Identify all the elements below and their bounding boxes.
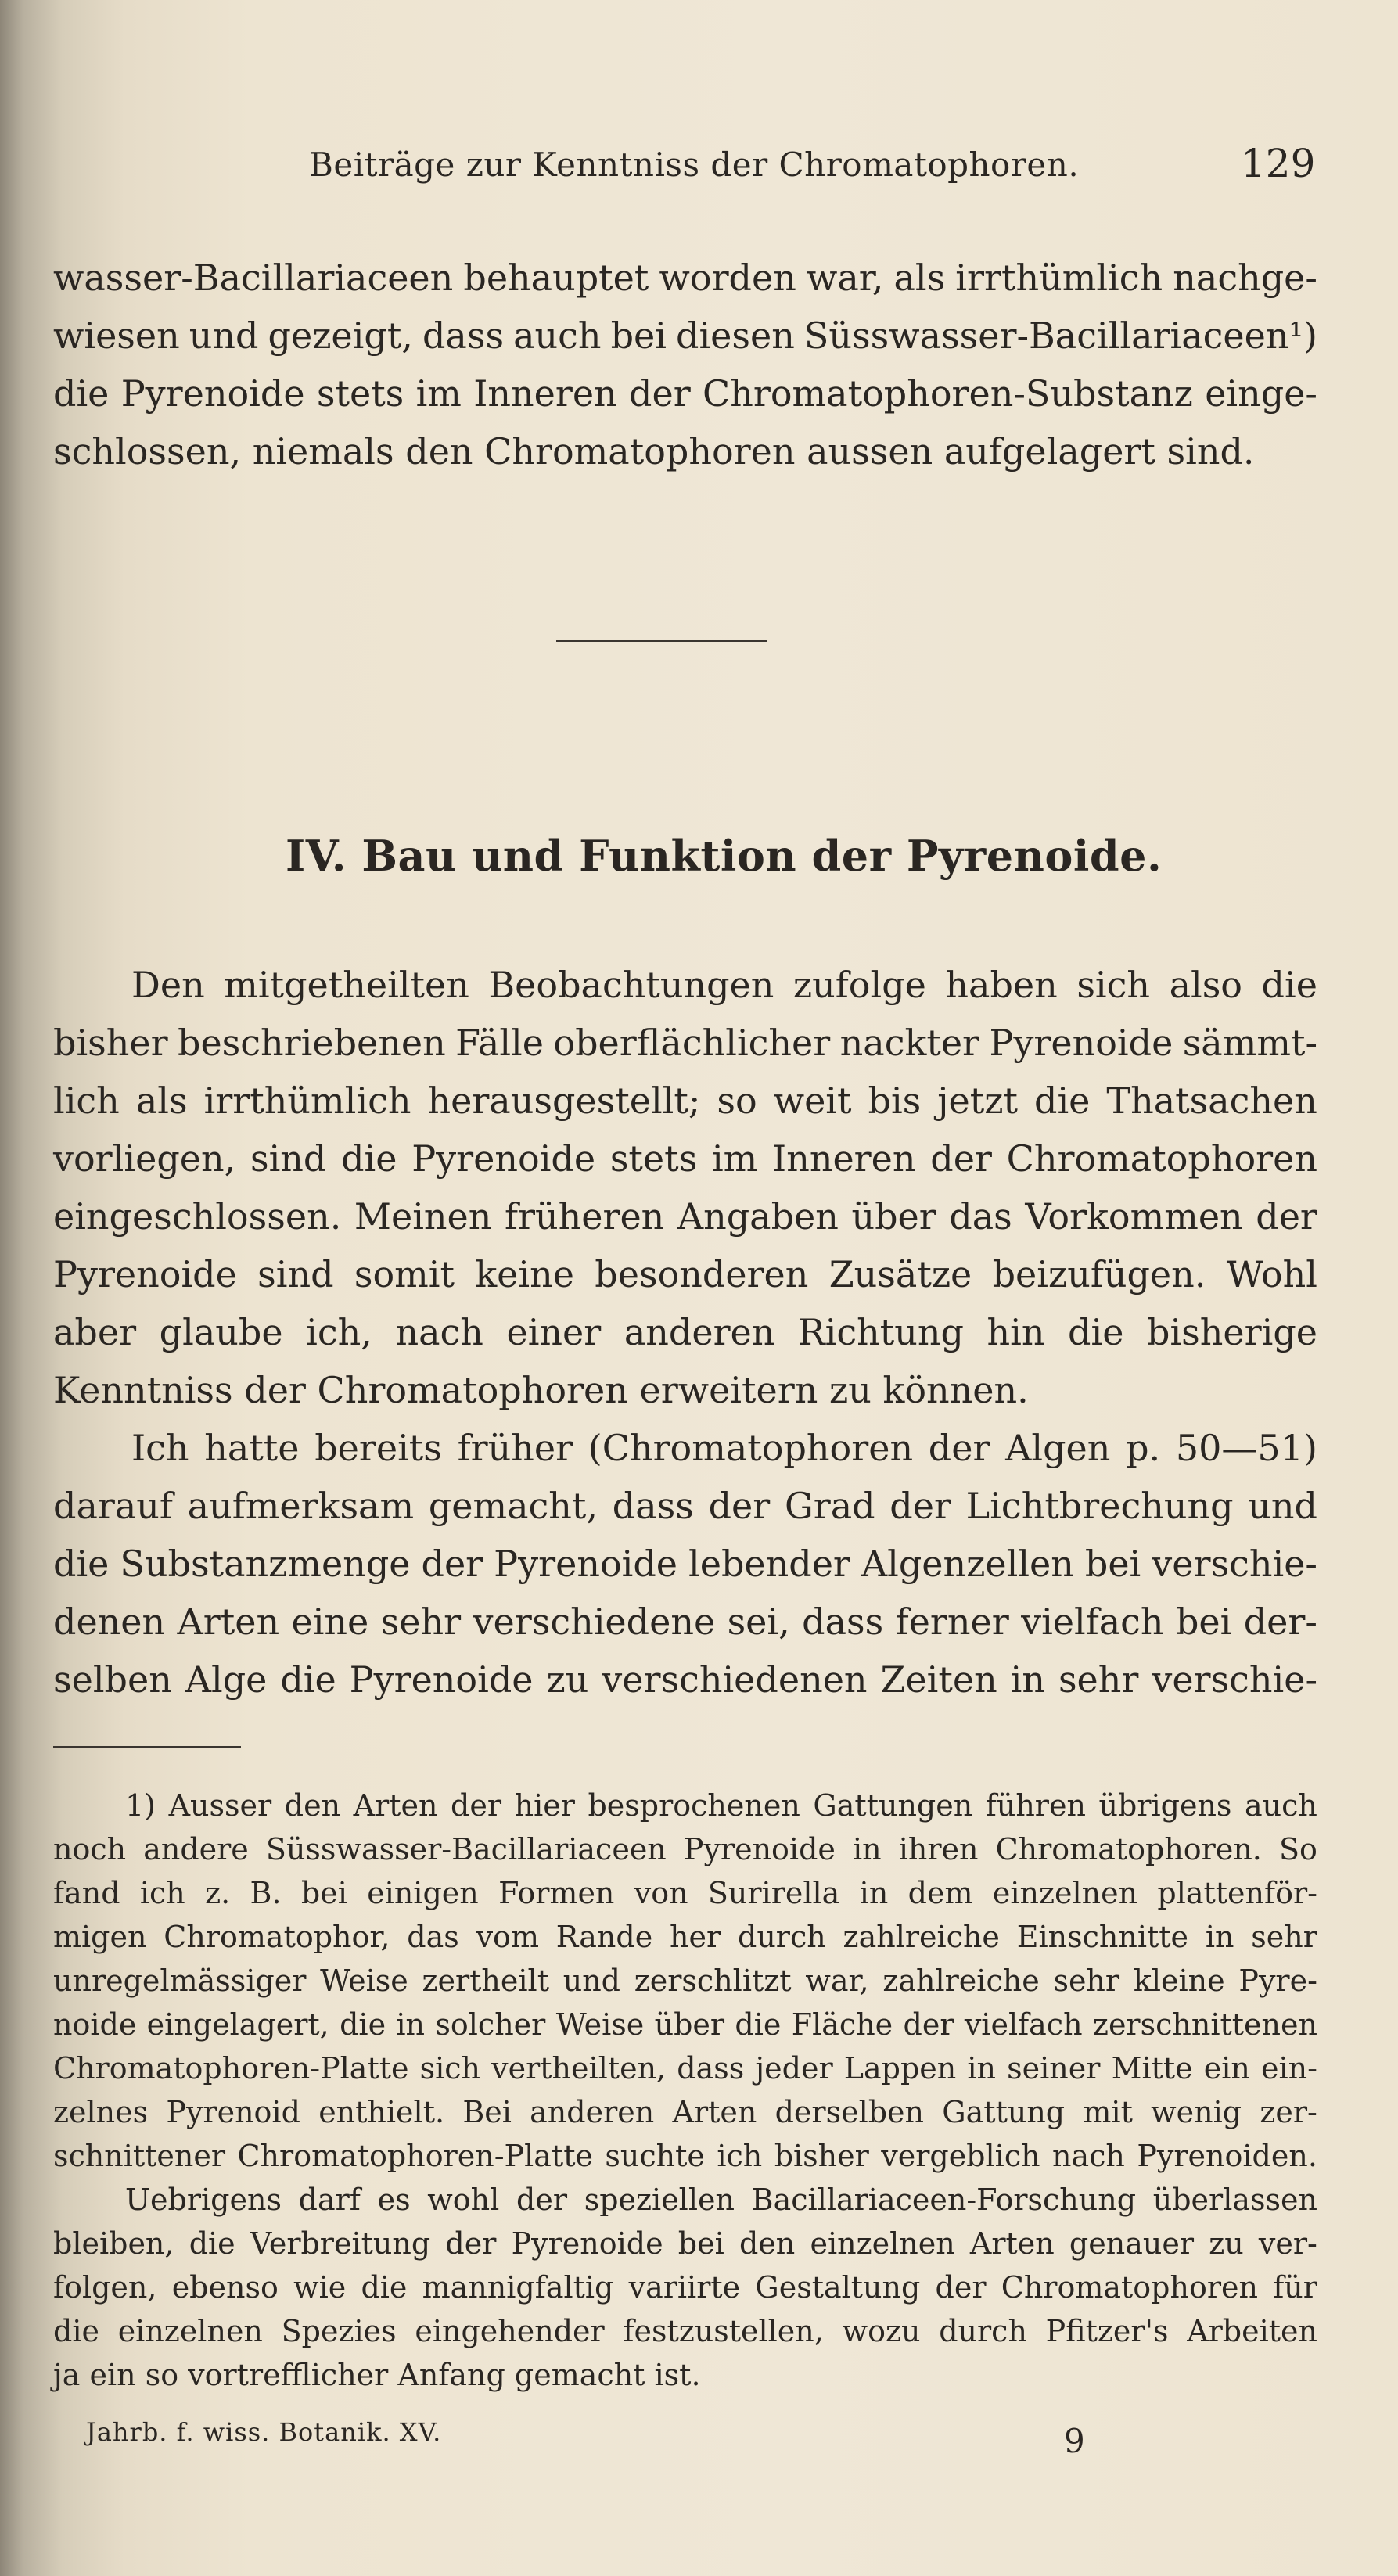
text-line: selben Alge die Pyrenoide zu verschiedenen Zeiten in sehr verschie- <box>53 1658 1317 1701</box>
footnote-line: bleiben, die Verbreitung der Pyrenoide bei den einzelnen Arten genauer zu ver- <box>53 2226 1317 2261</box>
footnote-line: schnittener Chromatophoren-Platte suchte ich bisher vergeblich nach Pyrenoiden. <box>53 2139 1317 2173</box>
text-line: darauf aufmerksam gemacht, dass der Grad der Lichtbrechung und <box>53 1485 1317 1527</box>
text-line: eingeschlossen. Meinen früheren Angaben über das Vorkommen der <box>53 1195 1317 1238</box>
footnote-line: noch andere Süsswasser-Bacillariaceen Pyrenoide in ihren Chromatophoren. So <box>53 1832 1317 1866</box>
text-line: bisher beschriebenen Fälle oberflächlicher nackter Pyrenoide sämmt- <box>53 1022 1317 1064</box>
text-line: schlossen, niemals den Chromatophoren aussen aufgelagert sind. <box>53 430 1255 472</box>
text-line: die Pyrenoide stets im Inneren der Chromatophoren-Substanz einge- <box>53 372 1317 415</box>
footnote-line: ja ein so vortrefflicher Anfang gemacht ist. <box>53 2358 701 2392</box>
text-line: die Substanzmenge der Pyrenoide lebender Algenzellen bei verschie- <box>53 1543 1317 1585</box>
footnote-divider <box>53 1746 241 1748</box>
footnote-line: die einzelnen Spezies eingehender festzustellen, wozu durch Pfitzer's Arbeiten <box>53 2314 1317 2348</box>
text-line: Kenntniss der Chromatophoren erweitern zu können. <box>53 1369 1029 1411</box>
page-number: 129 <box>1241 141 1316 186</box>
text-line: denen Arten eine sehr verschiedene sei, dass ferner vielfach bei der- <box>53 1601 1317 1643</box>
footnote-line: folgen, ebenso wie die mannigfaltig variirte Gestaltung der Chromatophoren für <box>53 2270 1317 2305</box>
footnotes <box>53 1784 1317 2397</box>
journal-signature: Jahrb. f. wiss. Botanik. XV. <box>86 2417 442 2447</box>
footnote-line: unregelmässiger Weise zertheilt und zerschlitzt war, zahlreiche sehr kleine Pyre- <box>53 1963 1317 1998</box>
text-line: Ich hatte bereits früher (Chromatophoren der Algen p. 50—51) <box>131 1427 1317 1469</box>
section-divider <box>556 640 767 642</box>
footnote-line: Uebrigens darf es wohl der speziellen Bacillariaceen-Forschung überlassen <box>125 2183 1317 2217</box>
paragraph-continuation <box>53 249 1317 480</box>
running-head: Beiträge zur Kenntniss der Chromatophoren. <box>309 146 1080 184</box>
text-line: aber glaube ich, nach einer anderen Richtung hin die bisherige <box>53 1311 1317 1353</box>
sheet-signature-mark: 9 <box>1064 2422 1085 2460</box>
body-paragraphs <box>53 956 1317 1708</box>
section-heading: IV. Bau und Funktion der Pyrenoide. <box>286 831 1163 881</box>
text-line: Pyrenoide sind somit keine besonderen Zusätze beizufügen. Wohl <box>53 1253 1317 1295</box>
footnote-line: Chromatophoren-Platte sich vertheilten, dass jeder Lappen in seiner Mitte ein ein- <box>53 2051 1317 2086</box>
text-line: wasser-Bacillariaceen behauptet worden war, als irrthümlich nachge- <box>53 257 1317 299</box>
footnote-line: 1) Ausser den Arten der hier besprochenen Gattungen führen übrigens auch <box>125 1788 1317 1823</box>
footnote-line: fand ich z. B. bei einigen Formen von Surirella in dem einzelnen plattenför- <box>53 1876 1317 1910</box>
text-line: lich als irrthümlich herausgestellt; so weit bis jetzt die Thatsachen <box>53 1080 1317 1122</box>
text-line: Den mitgetheilten Beobachtungen zufolge haben sich also die <box>131 964 1317 1006</box>
footnote-line: migen Chromatophor, das vom Rande her durch zahlreiche Einschnitte in sehr <box>53 1920 1317 1954</box>
footnote-line: noide eingelagert, die in solcher Weise über die Fläche der vielfach zerschnittenen <box>53 2007 1317 2042</box>
text-line: vorliegen, sind die Pyrenoide stets im Inneren der Chromatophoren <box>53 1137 1317 1180</box>
footnote-line: zelnes Pyrenoid enthielt. Bei anderen Arten derselben Gattung mit wenig zer- <box>53 2095 1317 2129</box>
text-line: wiesen und gezeigt, dass auch bei diesen Süsswasser-Bacillariaceen¹) <box>53 314 1317 357</box>
